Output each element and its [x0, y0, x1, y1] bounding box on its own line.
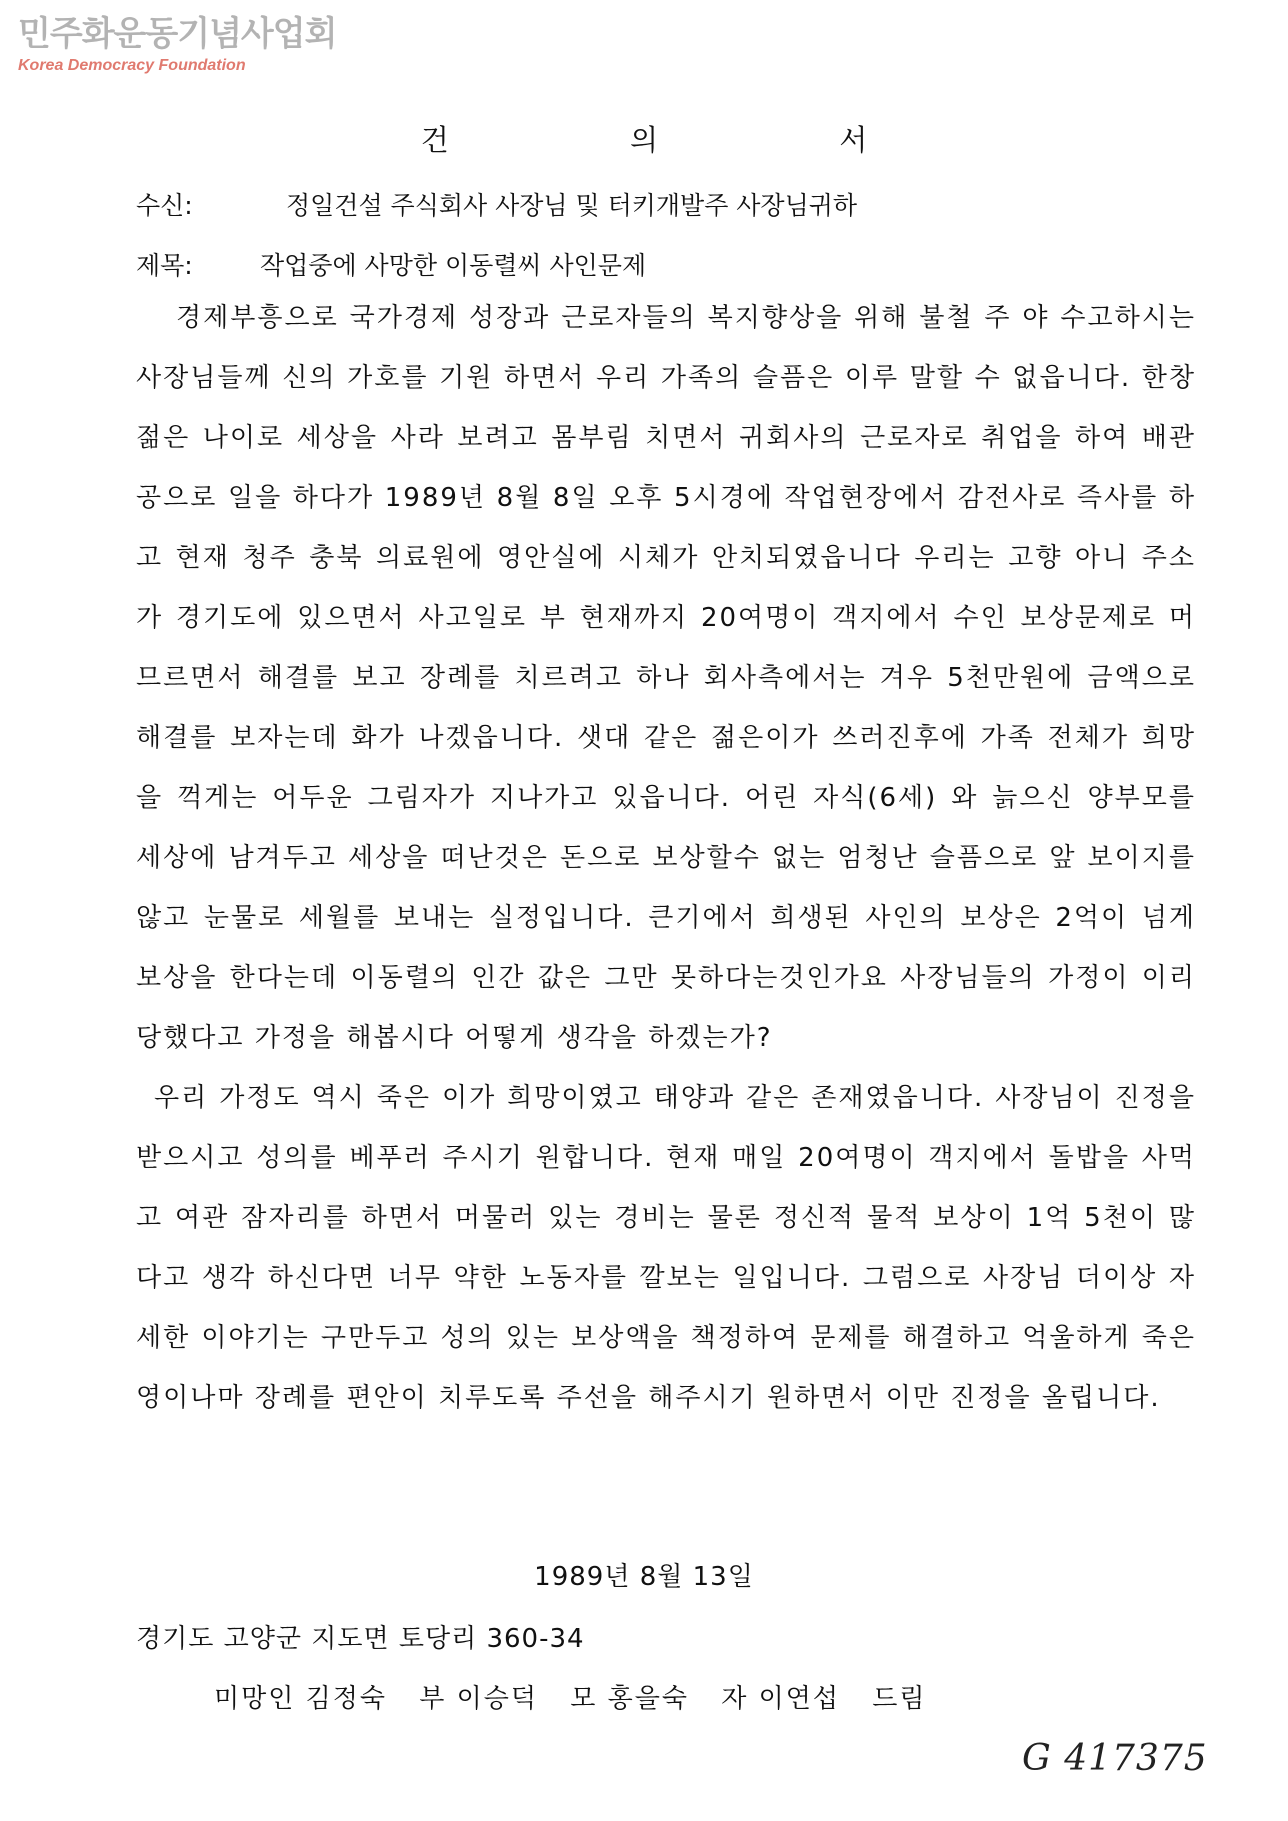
signers-line — [214, 1678, 948, 1715]
recipient-row — [136, 186, 857, 222]
signer-widow: 미망인 김정숙 — [214, 1684, 387, 1714]
body-paragraph-2: 우리 가정도 역시 죽은 이가 희망이였고 태양과 같은 존재였읍니다. 사장님이 진정을 받으시고 성의를 베푸러 주시기 원합니다. 현재 매일 20여명이 객지에서 돌밥을 사먹고 여관 잠자리를 하면서 머물러 있는 경비는 물론 정신적 물적 보상이 1억 5천이 많다고 생각 하신다면 너무 약한 노동자를 깔보는 일입니다. 그럼으로 사장님 더이상 자세한 이야기는 구만두고 성의 있는 보상액을 책정하여 문제를 해결하고 억울하게 죽은 영이나마 장례를 편안이 치루도록 주선을 해주시기 원하면서 이만 진정을 올립니다. — [136, 1083, 1196, 1413]
foundation-watermark — [18, 14, 336, 76]
subject-value: 작업중에 사망한 이동렬씨 사인문제 — [260, 251, 647, 280]
watermark-org-name-ko: 민주화운동기념사업회 — [18, 14, 337, 54]
signer-child: 자 이연섭 — [721, 1684, 840, 1714]
signer-father: 부 이승덕 — [419, 1684, 538, 1714]
recipient-value: 정일건설 주식회사 사장님 및 터키개발주 사장님귀하 — [286, 191, 858, 220]
signers-closing: 드림 — [872, 1684, 927, 1714]
archive-number: G 417375 — [1022, 1738, 1208, 1779]
document-date: 1989년 8월 13일 — [534, 1562, 754, 1592]
sender-address: 경기도 고양군 지도면 토당리 360-34 — [136, 1624, 585, 1654]
signer-mother: 모 홍을숙 — [570, 1684, 689, 1714]
document-title: 건 의 서 — [420, 123, 954, 157]
petition-body — [136, 288, 1196, 1428]
body-paragraph-1: 경제부흥으로 국가경제 성장과 근로자들의 복지향상을 위해 불철 주 야 수고하시는 사장님들께 신의 가호를 기원 하면서 우리 가족의 슬픔은 이루 말할 수 없읍니다. 한창 젊은 나이로 세상을 사라 보려고 몸부림 치면서 귀회사의 근로자로 취업을 하여 배관공으로 일을 하다가 1989년 8월 8일 오후 5시경에 작업현장에서 감전사로 즉사를 하고 현재 청주 충북 의료원에 영안실에 시체가 안치되였읍니다 우리는 고향 아니 주소가 경기도에 있으면서 사고일로 부 현재까지 20여명이 객지에서 수인 보상문제로 머므르면서 해결를 보고 장례를 치르려고 하나 회사측에서는 겨우 5천만원에 금액으로 해결를 보자는데 화가 나겠읍니다. 샛대 같은 젊은이가 쓰러진후에 가족 전체가 희망을 꺽게는 어두운 그림자가 지나가고 있읍니다. 어린 자식(6세) 와 늙으신 양부모를 세상에 남겨두고 세상을 떠난것은 돈으로 보상할수 없는 엄청난 슬픔으로 앞 보이지를 않고 눈물로 세월를 보내는 실정입니다. 큰기에서 희생된 사인의 보상은 2억이 넘게 보상을 한다는데 이동렬의 인간 값은 그만 못하다는것인가요 사장님들의 가정이 이리 당했다고 가정을 해봅시다 어떻게 생각을 하겠는가? — [136, 303, 1196, 1053]
subject-label: 제목: — [136, 251, 193, 280]
recipient-label: 수신: — [136, 191, 193, 220]
subject-row — [136, 246, 646, 282]
watermark-org-name-en: Korea Democracy Foundation — [18, 57, 246, 74]
